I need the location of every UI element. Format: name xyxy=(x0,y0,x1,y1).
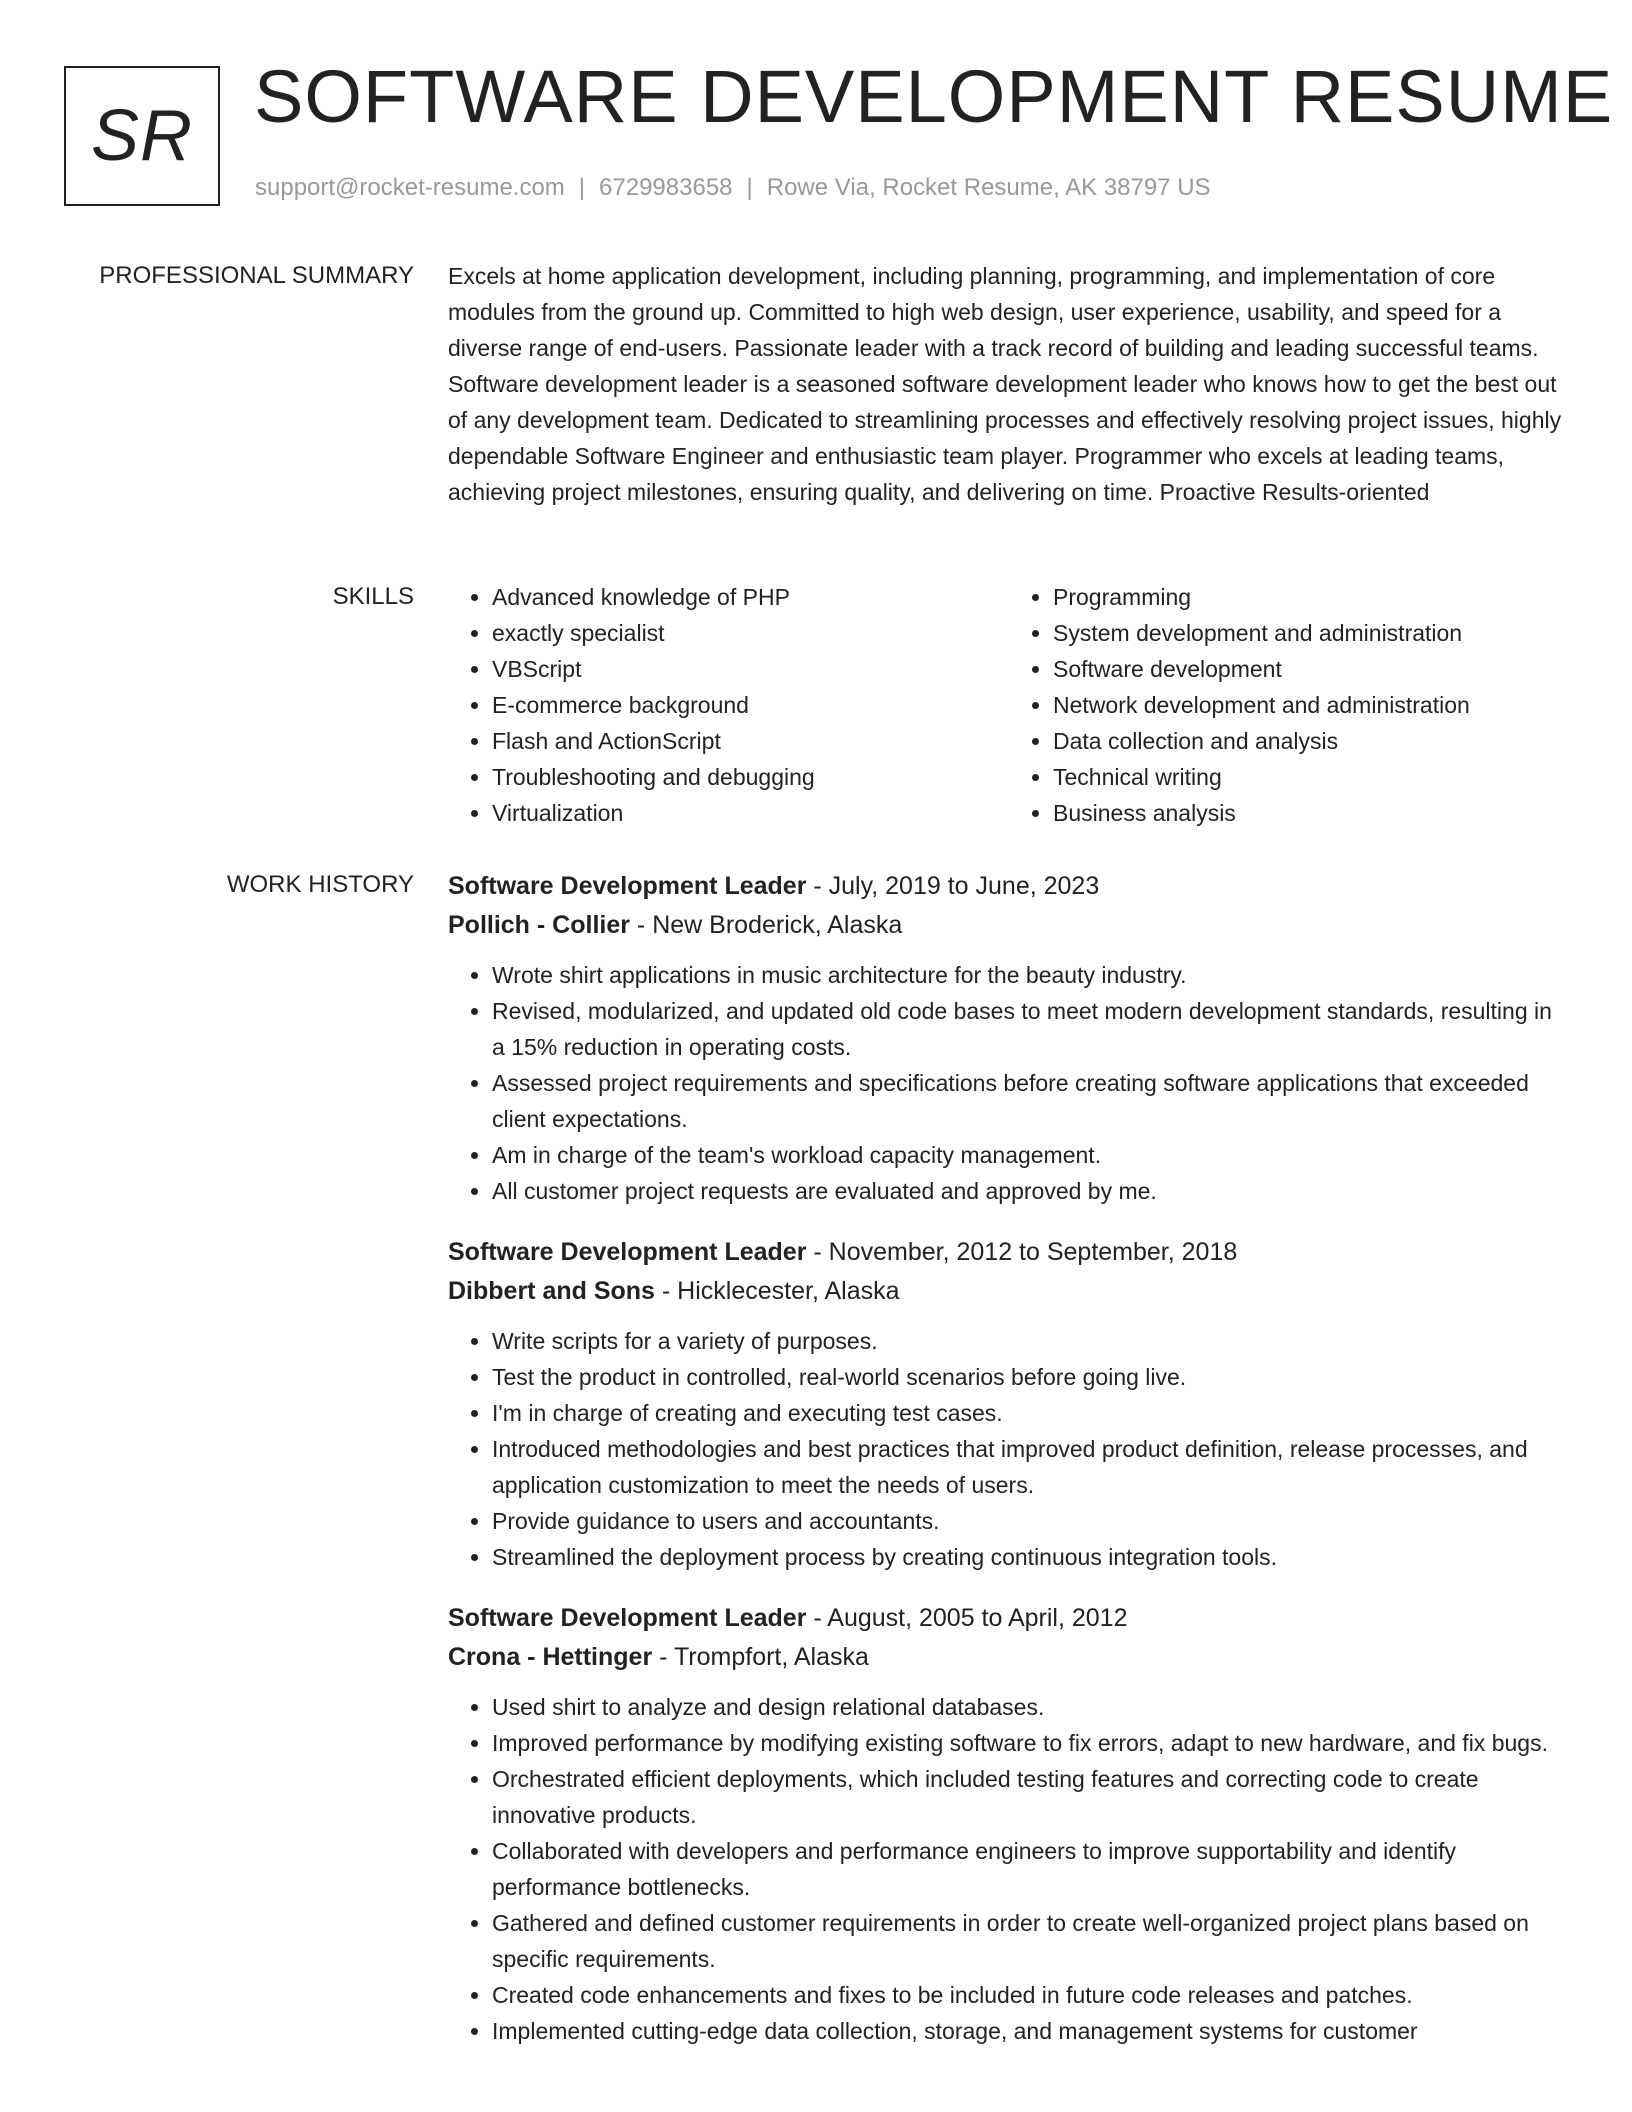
summary-heading: PROFESSIONAL SUMMARY xyxy=(99,262,414,289)
skill-item: • Programming xyxy=(1053,579,1570,615)
contact-address: Rowe Via, Rocket Resume, AK 38797 US xyxy=(766,174,1211,201)
skill-item: • System development and administration xyxy=(1053,615,1570,651)
job-bullet: • Introduced methodologies and best practices that improved product definition, release processes, and application customization to meet the needs of users. xyxy=(492,1431,1570,1503)
job-bullet: • Am in charge of the team's workload capacity management. xyxy=(492,1137,1570,1173)
job-location: - Trompfort, Alaska xyxy=(652,1643,869,1671)
job-dates: - July, 2019 to June, 2023 xyxy=(806,872,1100,900)
job-entry xyxy=(448,867,1570,1209)
skill-item: • exactly specialist xyxy=(492,615,1009,651)
skill-item: • Data collection and analysis xyxy=(1053,723,1570,759)
contact-phone: 6729983658 xyxy=(599,174,733,201)
skill-item: • Troubleshooting and debugging xyxy=(492,759,1009,795)
job-bullet: • All customer project requests are evaluated and approved by me. xyxy=(492,1173,1570,1209)
job-company-line xyxy=(448,1638,1570,1677)
skill-item: • Technical writing xyxy=(1053,759,1570,795)
job-bullets xyxy=(448,1689,1570,2049)
skill-item: • Virtualization xyxy=(492,795,1009,831)
skills-heading: SKILLS xyxy=(332,583,414,610)
skill-item: • E-commerce background xyxy=(492,687,1009,723)
job-dates: - August, 2005 to April, 2012 xyxy=(806,1604,1128,1632)
job-bullet: • Improved performance by modifying existing software to fix errors, adapt to new hardware, and fix bugs. xyxy=(492,1725,1570,1761)
job-title-line xyxy=(448,867,1570,906)
job-company: Crona - Hettinger xyxy=(448,1643,653,1671)
work-history-body xyxy=(448,867,1570,2073)
job-location: - New Broderick, Alaska xyxy=(629,911,903,939)
summary-text: Excels at home application development, including planning, programming, and implementation of core modules from the ground up. Committed to high web design, user experience, usability, and speed for a diverse range of end-users. Passionate leader with a track record of building and leading successful teams. Software development leader is a seasoned software development leader who knows how to get the best out of any development team. Dedicated to streamlining processes and effectively resolving project issues, highly dependable Software Engineer and enthusiastic team player. Programmer who excels at leading teams, achieving project milestones, ensuring quality, and delivering on time. Proactive Results-oriented xyxy=(448,263,1562,505)
summary-body xyxy=(448,258,1570,510)
job-bullet: • Wrote shirt applications in music architecture for the beauty industry. xyxy=(492,957,1570,993)
job-title: Software Development Leader xyxy=(448,1238,807,1266)
job-company-line xyxy=(448,1272,1570,1311)
skills-list-left xyxy=(448,579,1009,831)
skill-item: • Business analysis xyxy=(1053,795,1570,831)
job-bullet: • Revised, modularized, and updated old code bases to meet modern development standards, resulting in a 15% reduction in operating costs. xyxy=(492,993,1570,1065)
job-entry xyxy=(448,1599,1570,2049)
job-bullet: • Provide guidance to users and accountants. xyxy=(492,1503,1570,1539)
job-title-line xyxy=(448,1599,1570,1638)
contact-email: support@rocket-resume.com xyxy=(255,174,565,201)
skill-item: • Flash and ActionScript xyxy=(492,723,1009,759)
job-company: Pollich - Collier xyxy=(448,911,630,939)
skill-item: • VBScript xyxy=(492,651,1009,687)
contact-separator: | xyxy=(746,174,753,201)
job-bullets xyxy=(448,957,1570,1209)
skills-list-right xyxy=(1009,579,1570,831)
job-bullet: • I'm in charge of creating and executing test cases. xyxy=(492,1395,1570,1431)
job-company: Dibbert and Sons xyxy=(448,1277,655,1305)
job-bullet: • Used shirt to analyze and design relational databases. xyxy=(492,1689,1570,1725)
job-bullet: • Created code enhancements and fixes to be included in future code releases and patches. xyxy=(492,1977,1570,2013)
job-bullet: • Write scripts for a variety of purposes. xyxy=(492,1323,1570,1359)
contact-separator: | xyxy=(578,174,586,201)
work-history-heading: WORK HISTORY xyxy=(226,871,414,898)
monogram-initials: SR xyxy=(90,96,194,176)
job-bullet: • Implemented cutting-edge data collection, storage, and management systems for customer xyxy=(492,2013,1570,2049)
job-bullet: • Assessed project requirements and specifications before creating software applications that exceeded client expectations. xyxy=(492,1065,1570,1137)
job-entry xyxy=(448,1233,1570,1575)
job-bullets xyxy=(448,1323,1570,1575)
contact-line xyxy=(255,174,1211,202)
monogram-badge xyxy=(64,66,220,206)
job-title-line xyxy=(448,1233,1570,1272)
job-bullet: • Streamlined the deployment process by creating continuous integration tools. xyxy=(492,1539,1570,1575)
job-bullet: • Orchestrated efficient deployments, which included testing features and correcting code to create innovative products. xyxy=(492,1761,1570,1833)
job-company-line xyxy=(448,906,1570,945)
skills-body xyxy=(448,579,1570,831)
job-dates: - November, 2012 to September, 2018 xyxy=(806,1238,1238,1266)
job-bullet: • Test the product in controlled, real-world scenarios before going live. xyxy=(492,1359,1570,1395)
job-location: - Hicklecester, Alaska xyxy=(654,1277,900,1305)
job-bullet: • Collaborated with developers and performance engineers to improve supportability and identify performance bottlenecks. xyxy=(492,1833,1570,1905)
job-title: Software Development Leader xyxy=(448,1604,807,1632)
resume-title: SOFTWARE DEVELOPMENT RESUME xyxy=(254,55,1614,138)
job-bullet: • Gathered and defined customer requirements in order to create well-organized project plans based on specific requirements. xyxy=(492,1905,1570,1977)
skill-item: • Software development xyxy=(1053,651,1570,687)
skill-item: • Network development and administration xyxy=(1053,687,1570,723)
job-title: Software Development Leader xyxy=(448,872,807,900)
skill-item: • Advanced knowledge of PHP xyxy=(492,579,1009,615)
